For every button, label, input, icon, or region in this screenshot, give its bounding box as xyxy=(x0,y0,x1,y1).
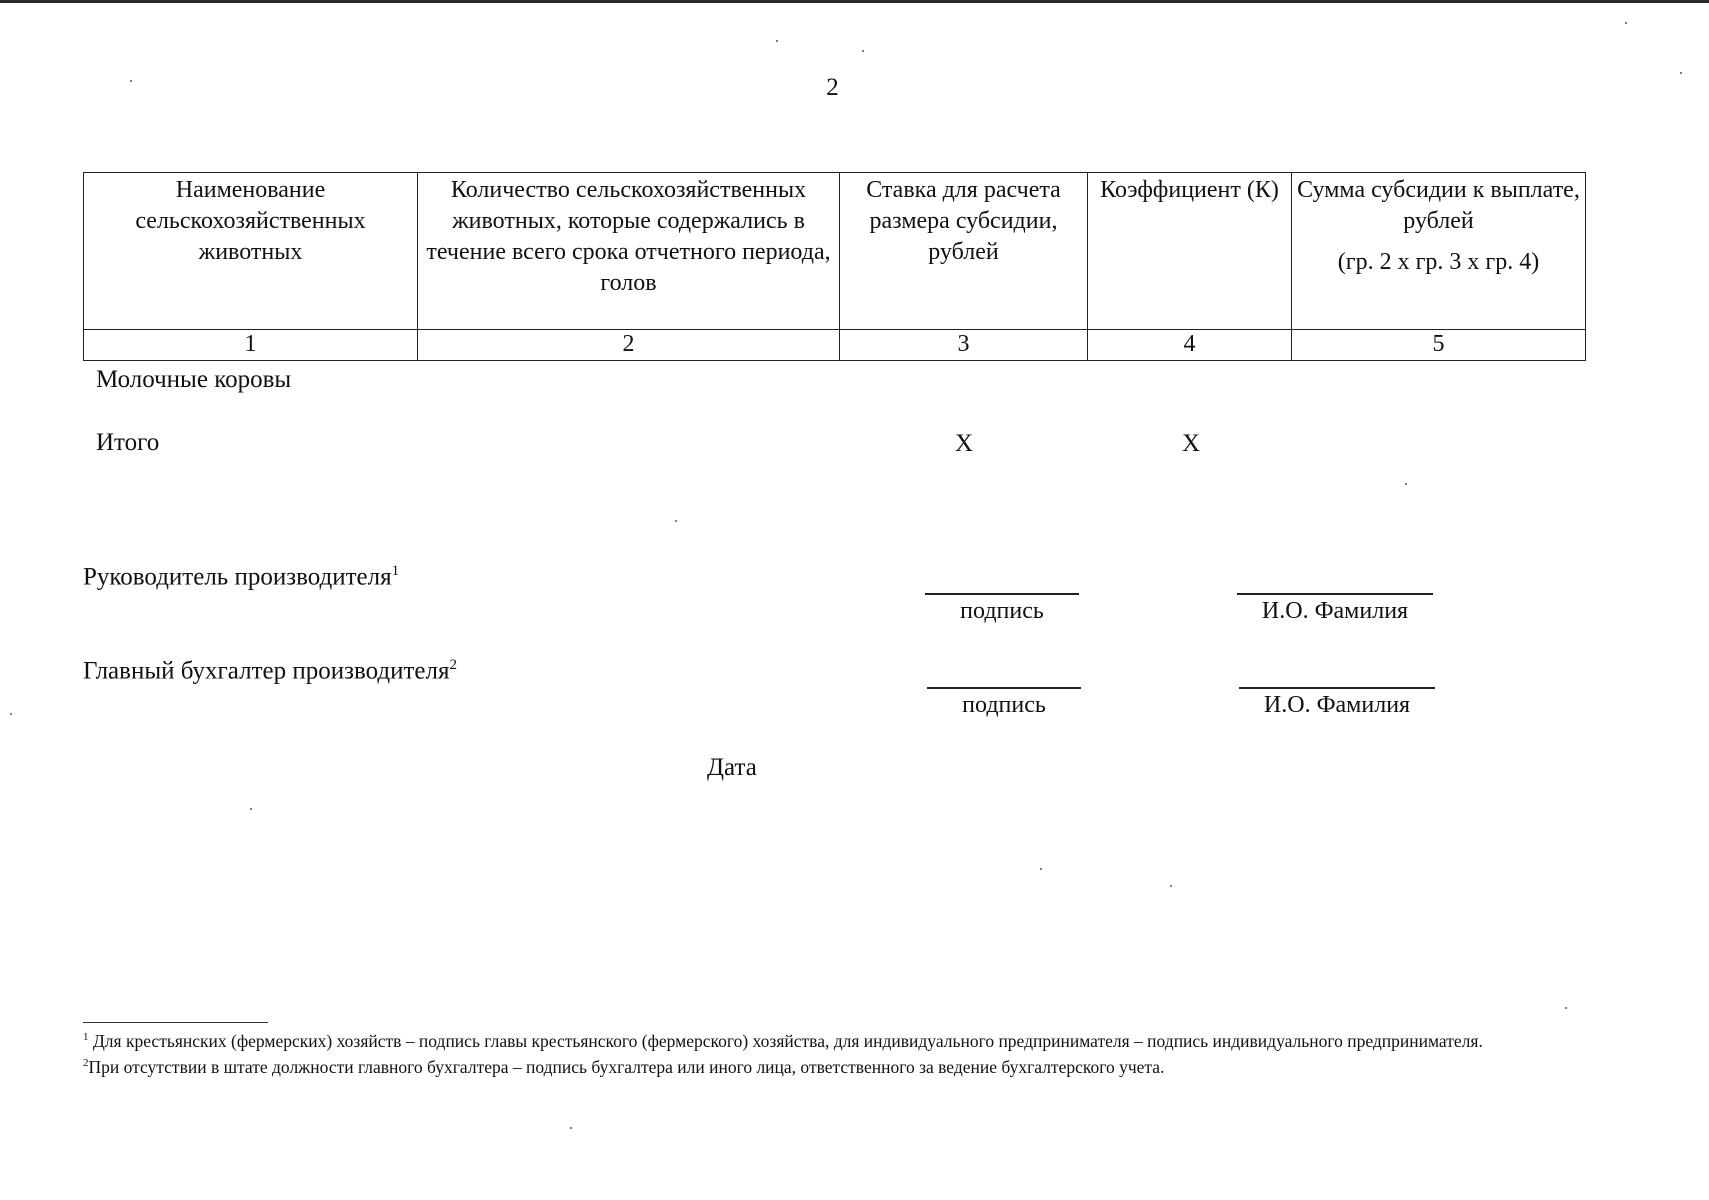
scan-speck xyxy=(1625,22,1627,24)
header-subsidy-amount xyxy=(1292,173,1586,330)
column-number: 2 xyxy=(418,330,840,361)
subsidy-table xyxy=(83,172,1586,361)
scan-speck xyxy=(570,1127,572,1129)
table-header-row xyxy=(84,173,1586,330)
accountant-signature-caption: подпись xyxy=(962,692,1046,718)
header-coefficient: Коэффициент (К) xyxy=(1088,173,1292,330)
scan-speck xyxy=(1680,72,1682,74)
scan-speck xyxy=(776,40,778,42)
column-number: 1 xyxy=(84,330,418,361)
accountant-name-line xyxy=(1239,687,1435,689)
scan-speck xyxy=(675,520,677,522)
accountant-label-text: Главный бухгалтер производителя xyxy=(83,657,450,685)
total-coefficient-mark: Х xyxy=(1182,430,1201,457)
column-number: 3 xyxy=(840,330,1088,361)
head-name-caption: И.О. Фамилия xyxy=(1261,598,1409,624)
footnotes xyxy=(83,1026,1613,1078)
footnote-2-text: При отсутствии в штате должности главного бухгалтера – подпись бухгалтера или иного лица, ответственного за ведение бухгалтерского учета. xyxy=(88,1056,1165,1077)
column-number: 5 xyxy=(1292,330,1586,361)
page-number: 2 xyxy=(826,74,839,101)
head-footnote-mark: 1 xyxy=(391,563,400,579)
head-signature-line xyxy=(925,593,1079,595)
accountant-name-caption: И.О. Фамилия xyxy=(1263,692,1411,718)
head-name-line xyxy=(1237,593,1433,595)
header-animal-name: Наименование сельскохозяйственных животных xyxy=(84,173,418,330)
column-number-row xyxy=(84,330,1586,361)
scan-speck xyxy=(862,50,864,52)
row-label-dairy-cows: Молочные коровы xyxy=(96,366,292,393)
header-subsidy-formula: (гр. 2 х гр. 3 х гр. 4) xyxy=(1337,249,1540,275)
scan-speck xyxy=(10,713,12,715)
footnote-2 xyxy=(83,1052,1613,1078)
header-animal-count: Количество сельскохозяйственных животных, которые содержались в течение всего срока отчетного периода, голов xyxy=(418,173,840,330)
header-subsidy-label: Сумма субсидии к выплате, рублей xyxy=(1297,177,1580,234)
footnote-1-mark: 1 xyxy=(83,1031,89,1043)
footnote-1-text: Для крестьянских (фермерских) хозяйств – подпись главы крестьянского (фермерского) хозяйства, для индивидуального предпринимателя – подпись индивидуального предпринимателя. xyxy=(92,1030,1483,1051)
scan-speck xyxy=(1565,1007,1567,1009)
accountant-footnote-mark: 2 xyxy=(449,657,457,673)
accountant-signature-line xyxy=(927,687,1081,689)
scan-speck xyxy=(1170,885,1172,887)
scan-speck xyxy=(1040,868,1042,870)
footnote-1 xyxy=(83,1026,1613,1052)
head-signature-caption: подпись xyxy=(960,598,1044,624)
footnote-2-mark: 2 xyxy=(83,1056,89,1069)
row-label-total: Итого xyxy=(96,429,160,456)
column-number: 4 xyxy=(1088,330,1292,361)
scan-top-edge xyxy=(0,0,1709,3)
total-rate-mark: Х xyxy=(955,430,974,457)
scan-speck xyxy=(250,808,252,810)
footnote-separator xyxy=(83,1022,268,1023)
scan-speck xyxy=(1405,483,1407,485)
header-rate: Ставка для расчета размера субсидии, рублей xyxy=(840,173,1088,330)
head-signature-label xyxy=(83,563,399,591)
scan-speck xyxy=(130,80,132,82)
date-label: Дата xyxy=(707,754,757,781)
accountant-signature-label xyxy=(83,657,457,685)
head-label-text: Руководитель производителя xyxy=(83,563,392,591)
